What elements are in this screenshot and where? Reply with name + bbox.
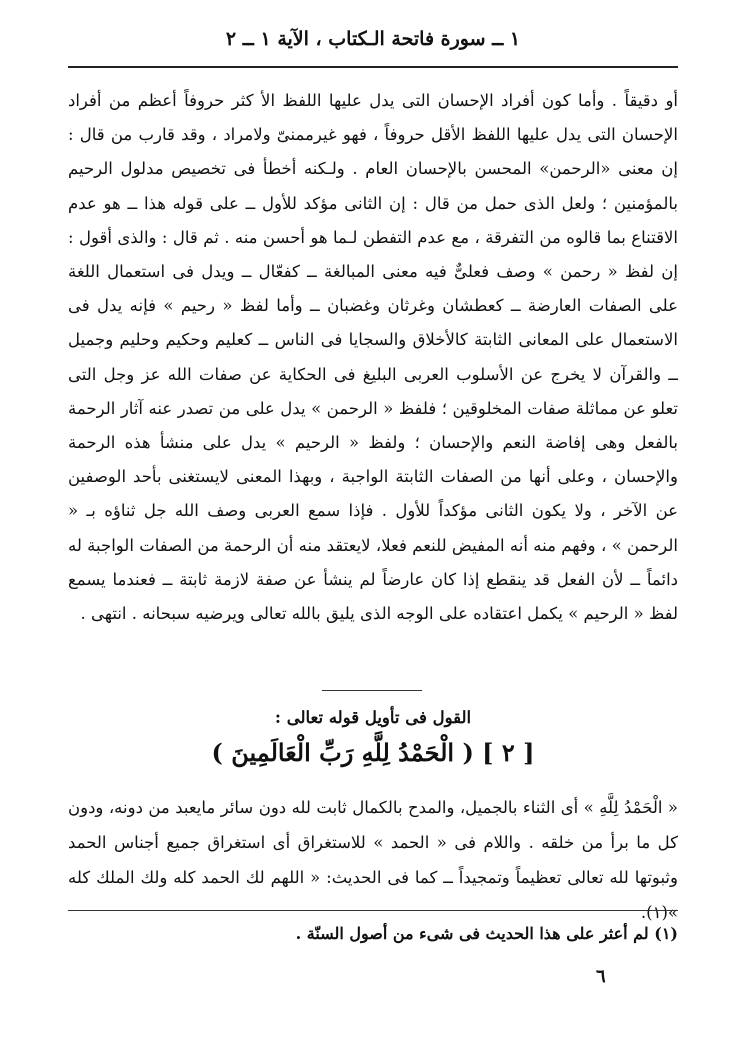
footnote-divider <box>68 910 678 911</box>
running-head: ١ ــ سورة فاتحة الـكتاب ، الآية ١ ــ ٢ <box>225 28 521 50</box>
footnote: (١) لم أعثر على هذا الحديث فى شىء من أصول السنّة . <box>295 924 678 943</box>
verse-number: [ ٢ ] <box>482 738 535 767</box>
main-paragraph <box>68 84 678 631</box>
section-intro: القول فى تأويل قوله تعالى : <box>274 708 472 727</box>
commentary-paragraph-text: « الْحَمْدُ لِلَّهِ » أى الثناء بالجميل، والمدح بالكمال ثابت لله دون سائر مايعبد من دونه، ودون كل ما برأ من خلقه . واللام فى « الحمد » للاستغراق أى استغراق جميع أجناس الحمد وثبوتها لله تعالى تعظيماً وتمجيداً ــ كما فى الحديث: « اللهم لك الحمد كله ولك الملك كله »(١). <box>68 798 678 922</box>
page-number: ٦ <box>596 966 606 987</box>
commentary-paragraph <box>68 790 678 930</box>
verse-line <box>0 738 746 767</box>
section-divider <box>322 690 422 691</box>
main-paragraph-text: أو دقيقاً . وأما كون أفراد الإحسان التى يدل عليها اللفظ الأ كثر حروفاً أعظم من أفراد الإحسان التى يدل عليها اللفظ الأقل حروفاً ، فهو غيرممنىّ ولامراد ، وقد قارب من قال : إن معنى «الرحمن» المحسن بالإحسان العام . ولـكنه أخطأ فى تخصيص مدلول الرحيم بالمؤمنين ؛ ولعل الذى حمل من قال : إن الثانى مؤكد للأول ــ على قوله هذا ــ هو عدم الاقتناع بما قالوه من التفرقة ، مع عدم التفطن لـما هو أحسن منه . ثم قال : والذى أقول : إن لفظ « رحمن » وصف فعلىٌّ فيه معنى المبالغة ــ كفعّال ــ ويدل فى استعمال اللغة على الصفات العارضة ــ كعطشان وغرثان وغضبان ــ وأما لفظ « رحيم » فإنه يدل فى الاستعمال على المعانى الثابتة كالأخلاق والسجايا فى الناس ــ كعليم وحكيم وحليم وجميل ــ والقرآن لا يخرج عن الأسلوب العربى البليغ فى الحكاية عن صفات الله عز وجل التى تعلو عن مماثلة صفات المخلوقين ؛ فلفظ « الرحمن » يدل على من تصدر عنه آثار الرحمة بالفعل وهى إفاضة النعم والإحسان ؛ ولفظ « الرحيم » يدل على منشأ هذه الرحمة والإحسان ، وعلى أنها من الصفات الثابتة الواجبة ، وبهذا المعنى لايستغنى بأحد الوصفين عن الآخر ، ولا يكون الثانى مؤكداً للأول . فإذا سمع العربى وصف الله جل ثناؤه بـ « الرحمن » ، وفهم منه أنه المفيض للنعم فعلا، لايعتقد منه أن الرحمة من الصفات الواجبة له دائماً ــ لأن الفعل قد ينقطع إذا كان عارضاً لم ينشأ عن صفة لازمة ثابتة ــ فعندما يسمع لفظ « الرحيم » يكمل اعتقاده على الوجه الذى يليق بالله تعالى ويرضيه سبحانه . انتهى . <box>68 91 678 624</box>
verse-text: ( الْحَمْدُ لِلَّهِ رَبِّ الْعَالَمِينَ ) <box>211 738 474 767</box>
header-divider <box>68 66 678 68</box>
